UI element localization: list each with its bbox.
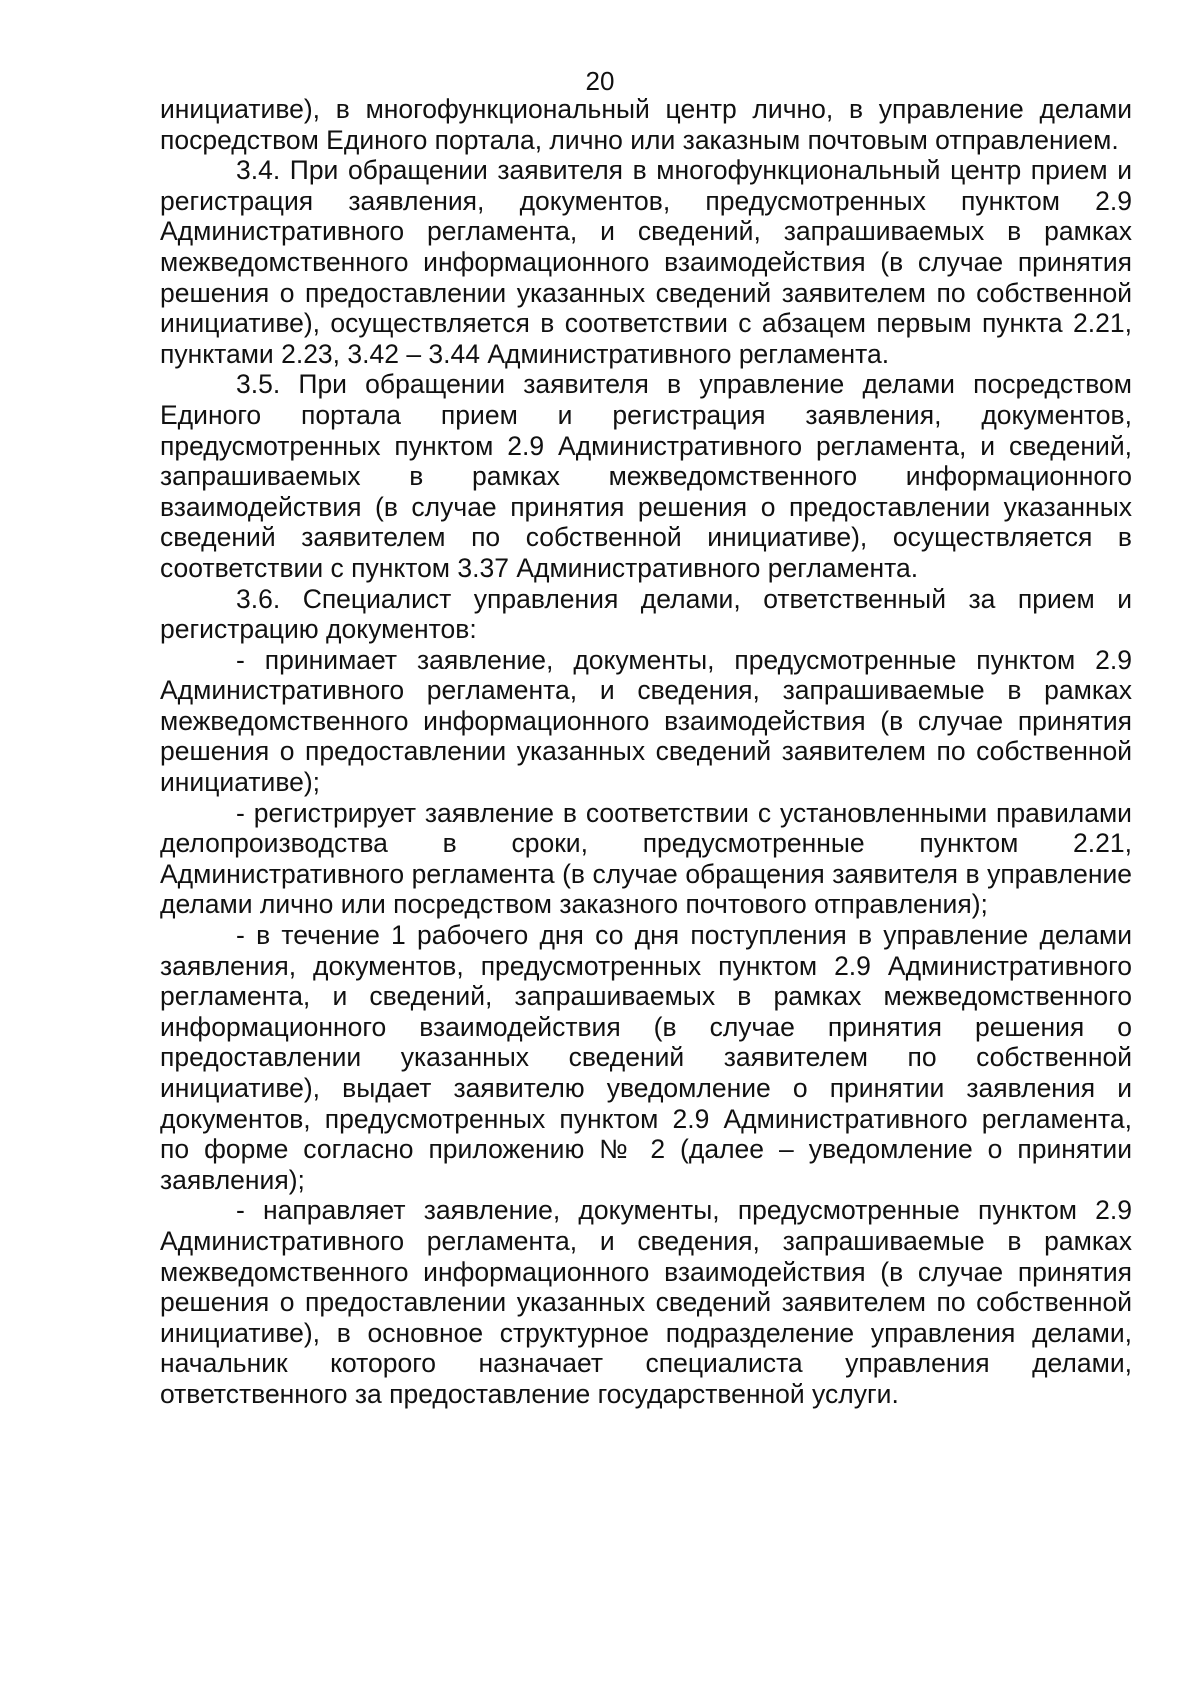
list-item-accepts: - принимает заявление, документы, предусмотренные пунктом 2.9 Административного регламента, и сведения, запрашиваемые в рамках межведомственного информационного взаимодействия (в случае принятия решения о предоставлении указанных сведений заявителем по собственной инициативе); <box>160 644 1132 798</box>
document-body <box>160 94 1132 1410</box>
page-number: 20 <box>585 66 615 96</box>
paragraph-3-4: 3.4. При обращении заявителя в многофункциональный центр прием и регистрация заявления, документов, предусмотренных пунктом 2.9 Административного регламента, и сведений, запрашиваемых в рамках межведомственного информационного взаимодействия (в случае принятия решения о предоставлении указанных сведений заявителем по собственной инициативе), осуществляется в соответствии с абзацем первым пункта 2.21, пунктами 2.23, 3.42 – 3.44 Административного регламента. <box>160 155 1132 369</box>
paragraph-3-6: 3.6. Специалист управления делами, ответственный за прием и регистрацию документов: <box>160 583 1132 645</box>
paragraph-continuation: инициативе), в многофункциональный центр лично, в управление делами посредством Единого портала, лично или заказным почтовым отправлением. <box>160 94 1132 155</box>
list-item-issues-notice: - в течение 1 рабочего дня со дня поступления в управление делами заявления, документов, предусмотренных пунктом 2.9 Административного регламента, и сведений, запрашиваемых в рамках межведомственного информационного взаимодействия (в случае принятия решения о предоставлении указанных сведений заявителем по собственной инициативе), выдает заявителю уведомление о принятии заявления и документов, предусмотренных пунктом 2.9 Административного регламента, по форме согласно приложению № 2 (далее – уведомление о принятии заявления); <box>160 920 1132 1195</box>
list-item-forwards: - направляет заявление, документы, предусмотренные пунктом 2.9 Административного регламента, и сведения, запрашиваемые в рамках межведомственного информационного взаимодействия (в случае принятия решения о предоставлении указанных сведений заявителем по собственной инициативе), в основное структурное подразделение управления делами, начальник которого назначает специалиста управления делами, ответственного за предоставление государственной услуги. <box>160 1195 1132 1409</box>
list-item-registers: - регистрирует заявление в соответствии с установленными правилами делопроизводства в сроки, предусмотренные пунктом 2.21, Административного регламента (в случае обращения заявителя в управление делами лично или посредством заказного почтового отправления); <box>160 797 1132 920</box>
paragraph-3-5: 3.5. При обращении заявителя в управление делами посредством Единого портала прием и регистрация заявления, документов, предусмотренных пунктом 2.9 Административного регламента, и сведений, запрашиваемых в рамках межведомственного информационного взаимодействия (в случае принятия решения о предоставлении указанных сведений заявителем по собственной инициативе), осуществляется в соответствии с пунктом 3.37 Административного регламента. <box>160 369 1132 583</box>
